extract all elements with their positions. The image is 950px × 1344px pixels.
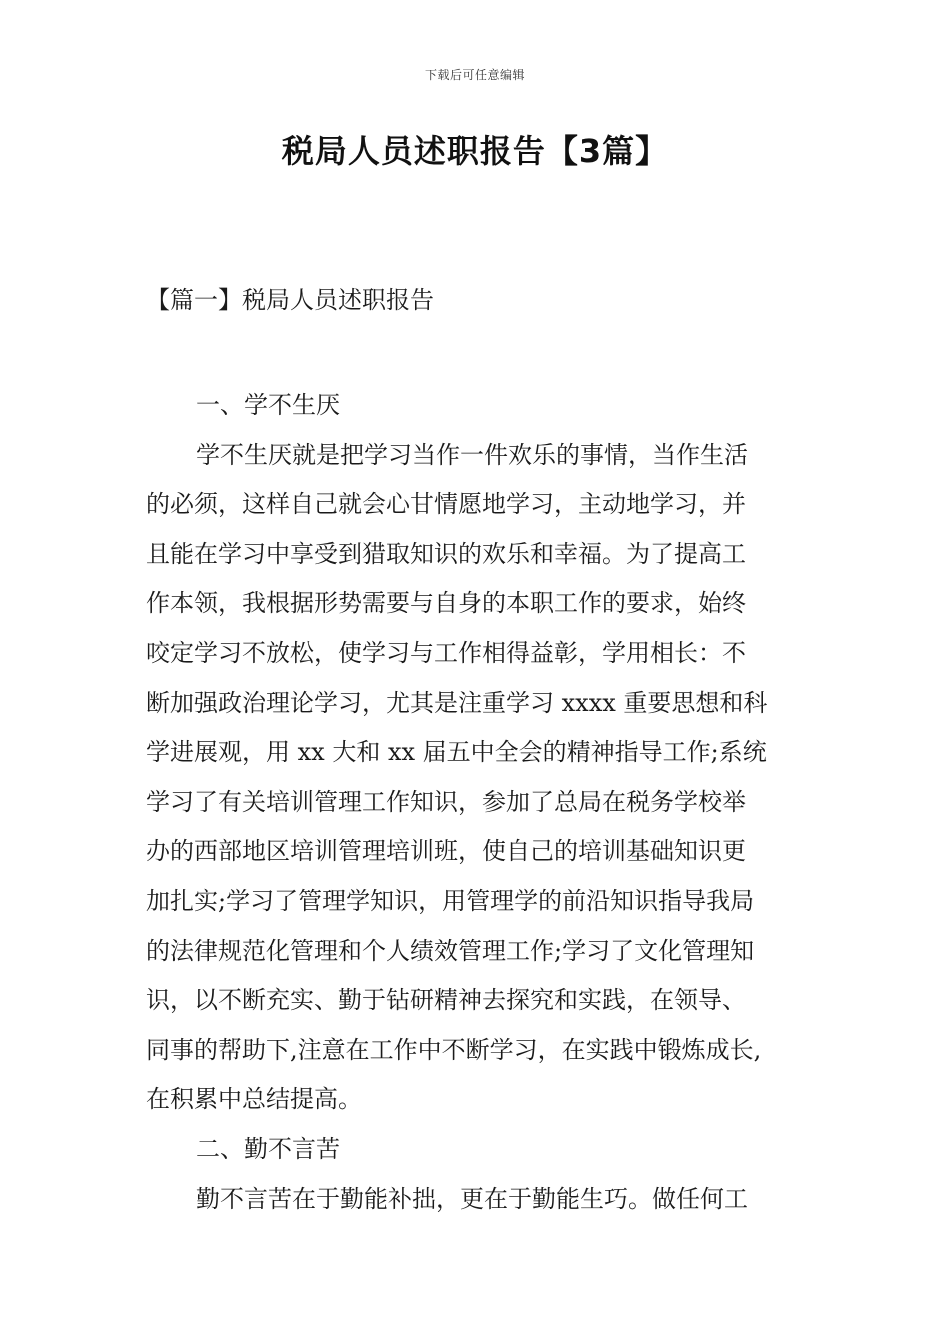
paragraph-line: 且能在学习中享受到猎取知识的欢乐和幸福。为了提高工 <box>146 539 746 568</box>
subheading-learning: 一、学不生厌 <box>196 391 340 419</box>
paragraph-line: 学进展观，用 xx 大和 xx 届五中全会的精神指导工作;系统 <box>146 738 767 767</box>
paragraph-line: 咬定学习不放松，使学习与工作相得益彰，学用相长：不 <box>146 638 746 667</box>
paragraph-line: 办的西部地区培训管理培训班，使自己的培训基础知识更 <box>146 837 746 866</box>
paragraph-line: 学不生厌就是把学习当作一件欢乐的事情，当作生活 <box>196 440 748 469</box>
paragraph-line: 识，以不断充实、勤于钻研精神去探究和实践，在领导、 <box>146 986 746 1015</box>
paragraph-line: 断加强政治理论学习，尤其是注重学习 xxxx 重要思想和科 <box>146 688 768 717</box>
document-title: 税局人员述职报告【3篇】 <box>281 132 669 170</box>
paragraph-line: 学习了有关培训管理工作知识，参加了总局在税务学校举 <box>146 787 746 816</box>
paragraph-line: 加扎实;学习了管理学知识，用管理学的前沿知识指导我局 <box>146 886 755 915</box>
paragraph-diligence <box>146 1175 806 1225</box>
paragraph-line: 的必须，这样自己就会心甘情愿地学习，主动地学习，并 <box>146 490 746 519</box>
page-header-note: 下载后可任意编辑 <box>424 68 525 82</box>
paragraph-line: 在积累中总结提高。 <box>146 1085 362 1114</box>
subheading-diligence: 二、勤不言苦 <box>196 1134 340 1163</box>
paragraph-line: 作本领，我根据形势需要与自身的本职工作的要求，始终 <box>146 589 746 618</box>
paragraph-learning <box>146 431 806 1125</box>
section-heading: 【篇一】税局人员述职报告 <box>146 286 434 314</box>
paragraph-line: 的法律规范化管理和个人绩效管理工作;学习了文化管理知 <box>146 936 755 965</box>
paragraph-line: 勤不言苦在于勤能补拙，更在于勤能生巧。做任何工 <box>196 1184 748 1213</box>
document-body <box>146 381 806 1224</box>
paragraph-line: 同事的帮助下,注意在工作中不断学习，在实践中锻炼成长, <box>146 1035 762 1064</box>
